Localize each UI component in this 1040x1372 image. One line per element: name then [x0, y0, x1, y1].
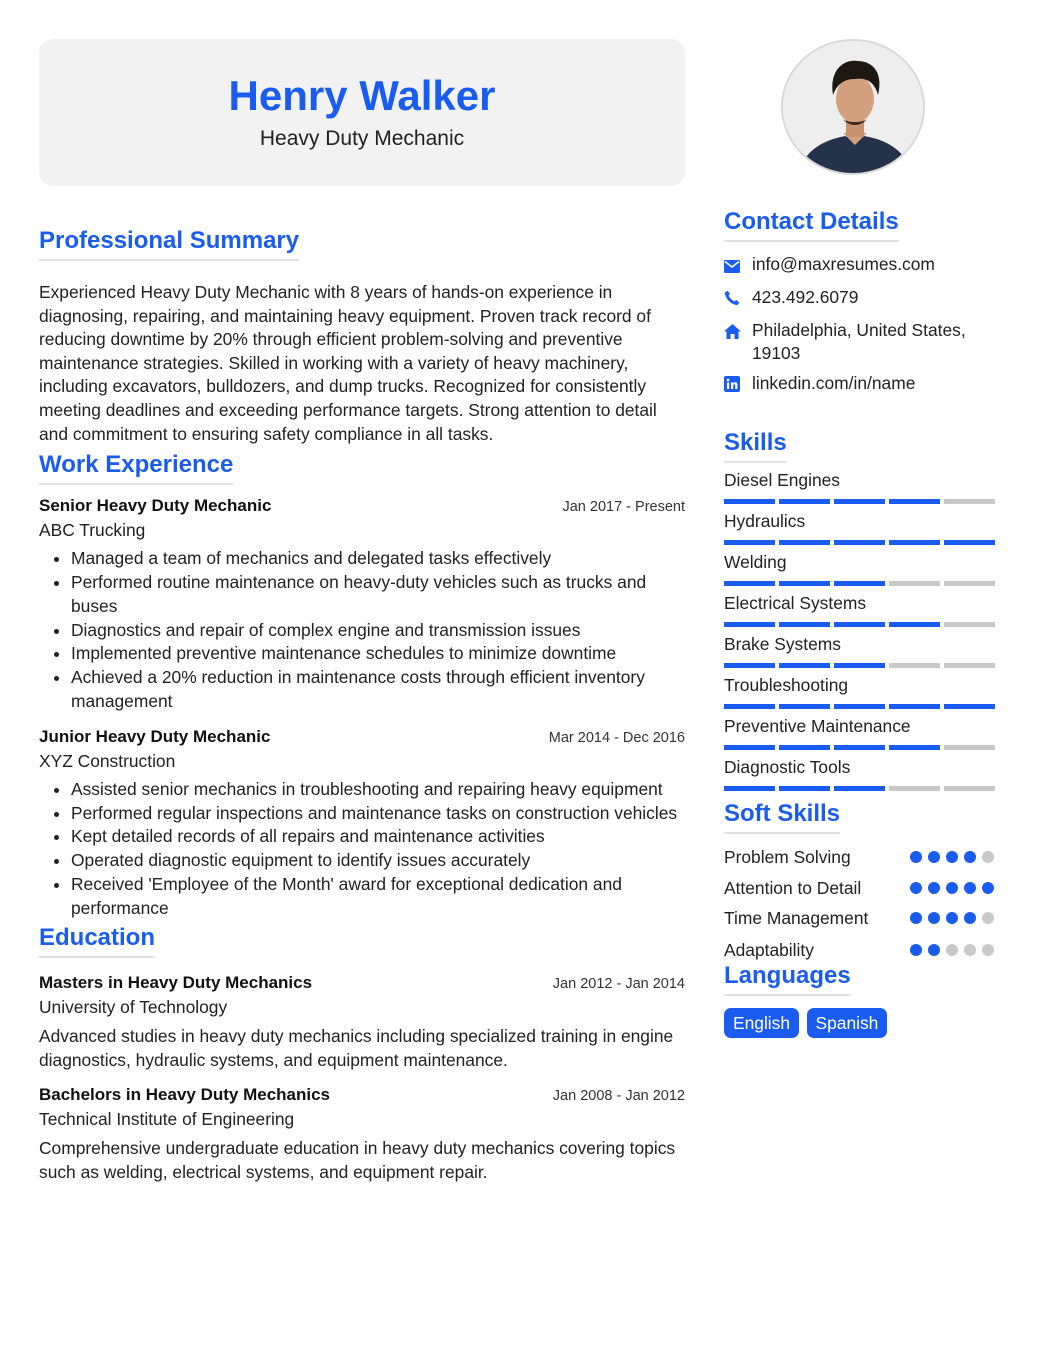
rating-dot [982, 882, 994, 894]
skill-level-segment [724, 663, 775, 668]
degree-title: Bachelors in Heavy Duty Mechanics [39, 1084, 331, 1104]
skill-level-segment [724, 745, 775, 750]
rating-dot [946, 944, 958, 956]
skill-name: Preventive Maintenance [724, 716, 911, 736]
job-date: Jan 2017 - Present [562, 499, 685, 516]
job-entry [39, 495, 685, 714]
education-entry [39, 972, 685, 1073]
soft-skill-item [724, 877, 1004, 899]
summary-heading: Professional Summary [39, 226, 299, 261]
rating-dot [928, 944, 940, 956]
soft-skill-name: Problem Solving [724, 847, 851, 867]
skill-level-segment [779, 745, 830, 750]
degree-title: Masters in Heavy Duty Mechanics [39, 972, 313, 992]
skill-item [724, 633, 1004, 668]
candidate-name: Henry Walker [228, 72, 496, 119]
skill-name: Diesel Engines [724, 470, 841, 490]
skill-level-segment [779, 499, 830, 504]
skill-level-segment [724, 786, 775, 791]
phone-icon [724, 286, 752, 312]
main-column [39, 39, 685, 1185]
summary-section [39, 226, 685, 446]
education-heading: Education [39, 923, 155, 958]
soft-skill-rating [910, 907, 998, 929]
skill-item [724, 551, 1004, 586]
education-date: Jan 2008 - Jan 2012 [552, 1087, 685, 1104]
skill-level-bar [724, 499, 1004, 504]
soft-skills-heading: Soft Skills [724, 799, 840, 834]
education-entry [39, 1084, 685, 1185]
school-name: University of Technology [39, 996, 228, 1017]
skill-name: Brake Systems [724, 634, 841, 654]
job-bullet: • Performed regular inspections and maintenance tasks on construction vehicles [71, 802, 685, 826]
education-section [39, 923, 685, 1185]
soft-skill-item [724, 939, 1004, 961]
profile-photo [781, 39, 925, 175]
rating-dot [964, 912, 976, 924]
skill-name: Diagnostic Tools [724, 757, 851, 777]
job-title: Junior Heavy Duty Mechanic [39, 726, 271, 746]
skill-level-bar [724, 622, 1004, 627]
candidate-title: Heavy Duty Mechanic [259, 127, 465, 150]
job-bullet: • Implemented preventive maintenance schedules to minimize downtime [71, 642, 685, 666]
soft-skill-name: Attention to Detail [724, 878, 862, 898]
skill-level-segment [834, 581, 885, 586]
soft-skill-rating [910, 939, 998, 961]
skill-level-segment [834, 704, 885, 709]
skill-level-segment [724, 704, 775, 709]
rating-dot [928, 912, 940, 924]
soft-skill-rating [910, 846, 998, 868]
skill-name: Troubleshooting [724, 675, 849, 695]
language-pill: English [724, 1008, 799, 1038]
soft-skills-list [724, 846, 1004, 961]
skill-name: Welding [724, 552, 787, 572]
skill-name: Hydraulics [724, 511, 806, 531]
rating-dot [946, 851, 958, 863]
job-company: ABC Trucking [39, 520, 146, 541]
skill-item [724, 715, 1004, 750]
rating-dot [982, 851, 994, 863]
skill-level-segment [779, 581, 830, 586]
job-bullet: • Managed a team of mechanics and delegated tasks effectively [71, 547, 685, 571]
job-bullet: • Diagnostics and repair of complex engine and transmission issues [71, 619, 685, 643]
rating-dot [946, 912, 958, 924]
resume-header [39, 39, 685, 186]
skills-section [724, 428, 1004, 791]
skill-level-segment [944, 745, 995, 750]
skill-level-segment [889, 622, 940, 627]
rating-dot [982, 912, 994, 924]
job-bullet: • Achieved a 20% reduction in maintenance costs through efficient inventory management [71, 666, 685, 714]
soft-skill-item [724, 907, 1004, 929]
job-title: Senior Heavy Duty Mechanic [39, 496, 272, 516]
skill-level-segment [834, 786, 885, 791]
skill-item [724, 674, 1004, 709]
linkedin-text: linkedin.com/in/name [752, 373, 916, 393]
email-text: info@maxresumes.com [752, 254, 935, 274]
rating-dot [928, 882, 940, 894]
soft-skills-section [724, 799, 1004, 961]
skill-level-segment [889, 786, 940, 791]
skill-name: Electrical Systems [724, 593, 867, 613]
job-company: XYZ Construction [39, 750, 176, 771]
skill-level-segment [834, 499, 885, 504]
location-text: Philadelphia, United States, 19103 [752, 320, 966, 363]
contact-section [724, 207, 1004, 398]
skill-level-segment [889, 581, 940, 586]
skill-level-segment [834, 540, 885, 545]
skill-level-bar [724, 663, 1004, 668]
skill-level-segment [779, 540, 830, 545]
skill-level-segment [889, 745, 940, 750]
job-date: Mar 2014 - Dec 2016 [548, 729, 685, 746]
skill-item [724, 510, 1004, 545]
skill-level-bar [724, 786, 1004, 791]
rating-dot [928, 851, 940, 863]
skill-level-segment [944, 581, 995, 586]
job-bullet: • Received 'Employee of the Month' award for exceptional dedication and performance [71, 873, 685, 921]
job-entry [39, 726, 685, 921]
skill-level-segment [889, 499, 940, 504]
skill-level-segment [834, 663, 885, 668]
skill-item [724, 469, 1004, 504]
rating-dot [910, 851, 922, 863]
skill-item [724, 592, 1004, 627]
languages-list [724, 1008, 1004, 1038]
rating-dot [964, 851, 976, 863]
language-pill: Spanish [807, 1008, 888, 1038]
skill-level-segment [889, 540, 940, 545]
skill-level-segment [889, 704, 940, 709]
skill-level-segment [944, 704, 995, 709]
contact-phone[interactable] [724, 286, 1004, 312]
job-bullets [39, 778, 685, 921]
soft-skill-rating [910, 877, 998, 899]
skill-level-segment [779, 622, 830, 627]
soft-skill-name: Time Management [724, 908, 869, 928]
experience-heading: Work Experience [39, 450, 233, 485]
skill-level-bar [724, 540, 1004, 545]
profile-photo-image [783, 41, 925, 175]
job-bullet: • Performed routine maintenance on heavy-duty vehicles such as trucks and buses [71, 571, 685, 619]
education-description: Comprehensive undergraduate education in heavy duty mechanics covering topics such as welding, electrical systems, and equipment repair. [39, 1137, 676, 1183]
skill-level-bar [724, 745, 1004, 750]
skill-level-segment [724, 581, 775, 586]
linkedin-icon [724, 372, 752, 398]
languages-heading: Languages [724, 961, 851, 996]
skill-level-segment [834, 622, 885, 627]
summary-text: Experienced Heavy Duty Mechanic with 8 years of hands-on experience in diagnosing, repairing, and maintaining heavy equipment. Proven track record of reducing downtime by 20% through efficient problem-solving and preventive maintenance strategies. Skilled in working with a variety of heavy machinery, including excavators, bulldozers, and dump trucks. Recognized for consistently meeting deadlines and exceeding performance targets. Strong attention to detail and commitment to ensuring safety compliance in all tasks. [39, 282, 657, 444]
skill-level-segment [944, 499, 995, 504]
job-bullet: • Assisted senior mechanics in troubleshooting and repairing heavy equipment [71, 778, 685, 802]
contact-email[interactable] [724, 253, 1004, 279]
experience-section [39, 450, 685, 920]
skill-level-segment [724, 499, 775, 504]
skill-level-segment [944, 786, 995, 791]
rating-dot [982, 944, 994, 956]
school-name: Technical Institute of Engineering [39, 1108, 295, 1129]
job-bullets [39, 547, 685, 714]
skill-level-segment [944, 663, 995, 668]
sidebar-column [724, 39, 1004, 1038]
contact-linkedin[interactable] [724, 372, 1004, 398]
education-description: Advanced studies in heavy duty mechanics including specialized training in engine diagnostics, hydraulic systems, and equipment maintenance. [39, 1025, 674, 1071]
skills-list [724, 469, 1004, 791]
job-bullet: • Kept detailed records of all repairs and maintenance activities [71, 825, 685, 849]
skill-level-segment [834, 745, 885, 750]
skills-heading: Skills [724, 428, 787, 463]
rating-dot [910, 944, 922, 956]
skill-level-bar [724, 704, 1004, 709]
rating-dot [910, 882, 922, 894]
contact-location [724, 319, 1004, 365]
skill-level-segment [944, 622, 995, 627]
envelope-icon [724, 253, 752, 279]
contact-heading: Contact Details [724, 207, 899, 242]
skill-level-segment [779, 786, 830, 791]
job-bullet: • Operated diagnostic equipment to identify issues accurately [71, 849, 685, 873]
skill-level-segment [724, 622, 775, 627]
skill-level-segment [889, 663, 940, 668]
rating-dot [964, 944, 976, 956]
skill-level-bar [724, 581, 1004, 586]
soft-skill-item [724, 846, 1004, 868]
rating-dot [910, 912, 922, 924]
skill-level-segment [944, 540, 995, 545]
soft-skill-name: Adaptability [724, 940, 814, 960]
rating-dot [946, 882, 958, 894]
home-icon [724, 319, 752, 345]
skill-level-segment [724, 540, 775, 545]
education-date: Jan 2012 - Jan 2014 [552, 975, 685, 992]
rating-dot [964, 882, 976, 894]
skill-item [724, 756, 1004, 791]
skill-level-segment [779, 663, 830, 668]
skill-level-segment [779, 704, 830, 709]
phone-text: 423.492.6079 [752, 287, 859, 307]
languages-section [724, 961, 1004, 1038]
